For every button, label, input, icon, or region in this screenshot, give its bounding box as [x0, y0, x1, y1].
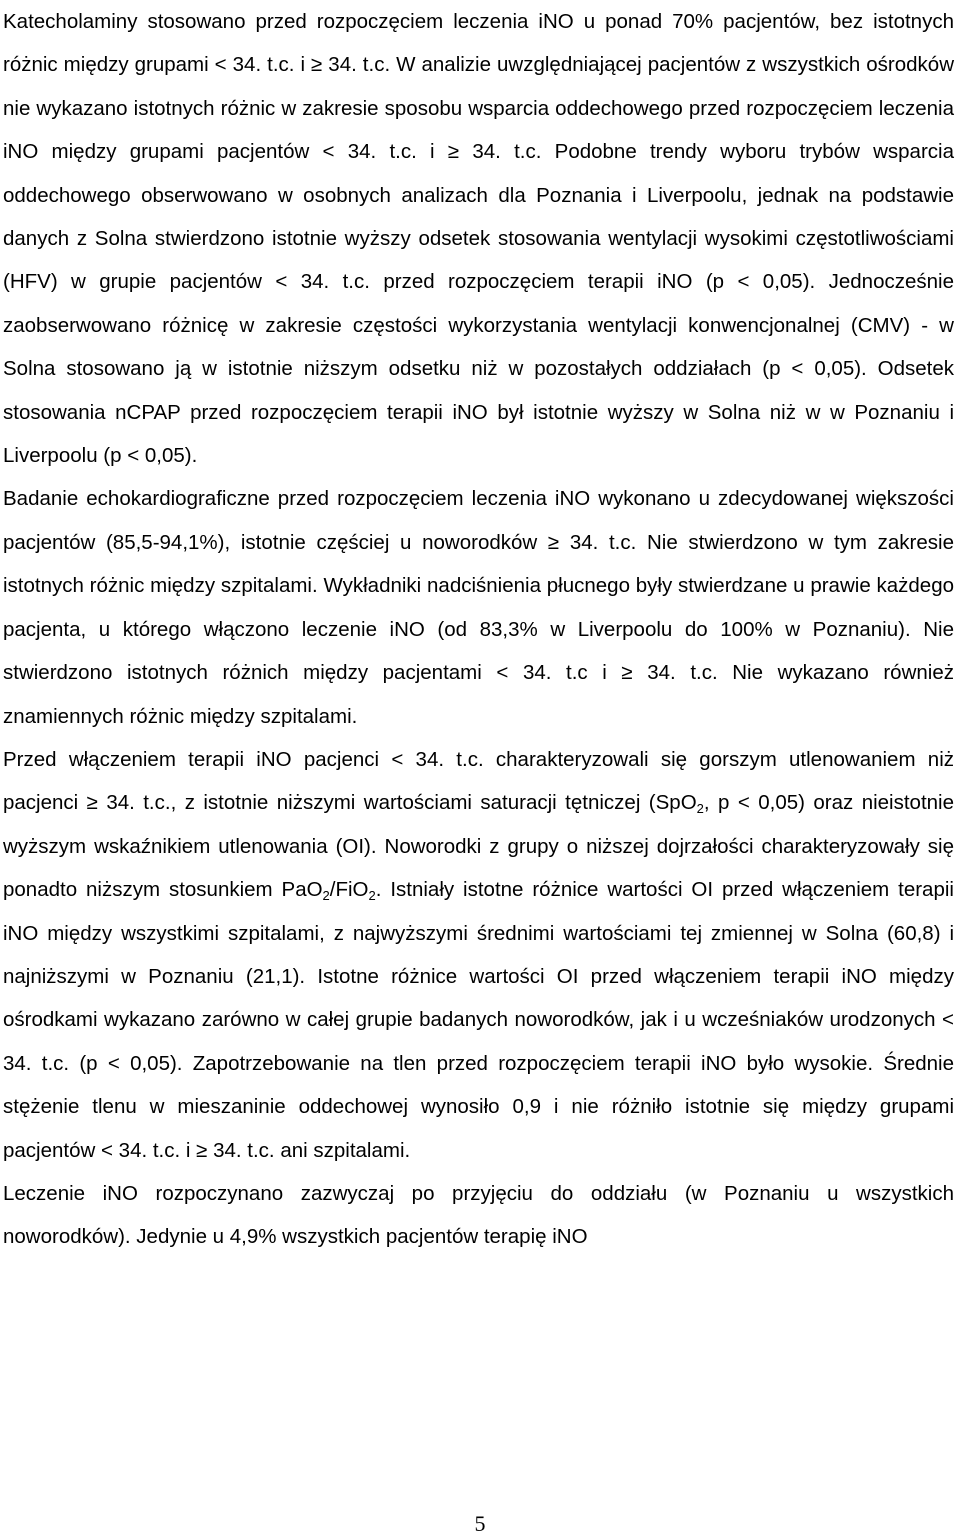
paragraph-text-segment: , p < 0,05) oraz nieistotnie wyższym wskaźnikiem utlenowania (OI). Noworodki z grupy o niższej dojrzałości charakteryzowały się ponadto niższym stosunkiem PaO: [3, 791, 955, 902]
subscript: 2: [368, 888, 376, 904]
paragraph-ino-start: Leczenie iNO rozpoczynano zazwyczaj po przyjęciu do oddziału (w Poznaniu u wszystkich noworodków). Jedynie u 4,9% wszystkich pacjentów terapię iNO: [3, 1181, 954, 1249]
paragraph-echocardiography: Badanie echokardiograficzne przed rozpoczęciem leczenia iNO wykonano u zdecydowanej większości pacjentów (85,5-94,1%), istotnie częściej u noworodków ≥ 34. t.c. Nie stwierdzono w tym zakresie istotnych różnic między szpitalami. Wykładniki nadciśnienia płucnego były stwierdzane u prawie każdego pacjenta, u którego włączono leczenie iNO (od 83,3% w Liverpoolu do 100% w Poznaniu). Nie stwierdzono istotnych różnich między pacjentami < 34. t.c i ≥ 34. t.c. Nie wykazano również znamiennych różnic między szpitalami.: [3, 487, 954, 728]
paragraph-catecholamines: Katecholaminy stosowano przed rozpoczęciem leczenia iNO u ponad 70% pacjentów, bez istotnych różnic między grupami < 34. t.c. i ≥ 34. t.c. W analizie uwzględniającej pacjentów z wszystkich ośrodków nie wykazano istotnych różnic w zakresie sposobu wsparcia oddechowego przed rozpoczęciem leczenia iNO między grupami pacjentów < 34. t.c. i ≥ 34. t.c. Podobne trendy wyboru trybów wsparcia oddechowego obserwowano w osobnych analizach dla Poznania i Liverpoolu, jednak na podstawie danych z Solna stwierdzono istotnie wyższy odsetek stosowania wentylacji wysokimi częstotliwościami (HFV) w grupie pacjentów < 34. t.c. przed rozpoczęciem terapii iNO (p < 0,05). Jednocześnie zaobserwowano różnicę w zakresie częstości wykorzystania wentylacji konwencjonalnej (CMV) - w Solna stosowano ją w istotnie niższym odsetku niż w pozostałych oddziałach (p < 0,05). Odsetek stosowania nCPAP przed rozpoczęciem terapii iNO był istotnie wyższy w Solna niż w w Poznaniu i Liverpoolu (p < 0,05).: [3, 10, 954, 468]
paragraph-text-segment: /FiO: [329, 878, 369, 902]
paragraph-text-segment: . Istniały istotne różnice wartości OI przed włączeniem terapii iNO między wszystkimi szpitalami, z najwyższymi średnimi wartościami tej zmiennej w Solna (60,8) i najniższymi w Poznaniu (21,1). Istotne różnice wartości OI przed włączeniem terapii iNO między ośrodkami wykazano zarówno w całej grupie badanych noworodków, jak i u wcześniaków urodzonych < 34. t.c. (p < 0,05). Zapotrzebowanie na tlen przed rozpoczęciem terapii iNO było wysokie. Średnie stężenie tlenu w mieszaninie oddechowej wynosiło 0,9 i nie różniło istotnie się między grupami pacjentów < 34. t.c. i ≥ 34. t.c. ani szpitalami.: [3, 878, 954, 1162]
page-number: 5: [474, 1511, 486, 1536]
subscript: 2: [322, 888, 330, 904]
subscript: 2: [696, 801, 704, 817]
document-body: [3, 0, 954, 1259]
paragraph-text-segment: Przed włączeniem terapii iNO pacjenci < 34. t.c. charakteryzowali się gorszym utlenowaniem niż pacjenci ≥ 34. t.c., z istotnie niższymi wartościami saturacji tętniczej (SpO: [3, 747, 954, 815]
paragraph-oxygenation: [3, 738, 954, 1172]
